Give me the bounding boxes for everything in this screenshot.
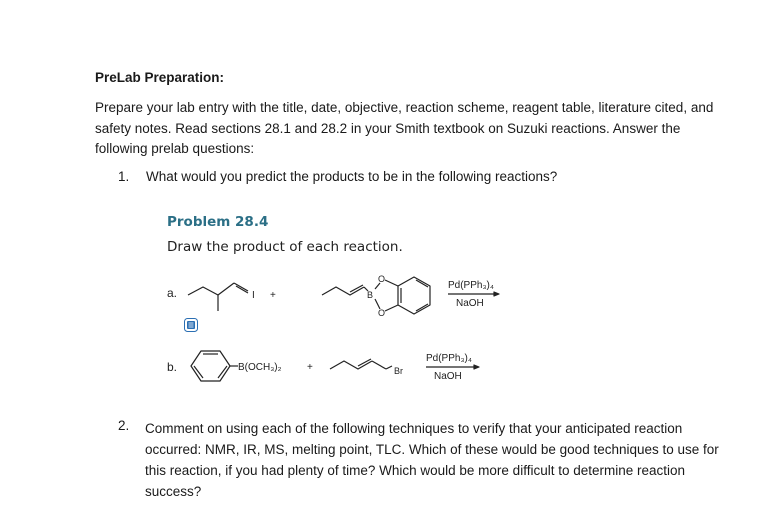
reaction-b-arrow (426, 365, 479, 369)
boron-atom: B (367, 290, 374, 300)
section-heading: PreLab Preparation: (95, 70, 225, 85)
problem-title: Problem 28.4 (167, 214, 269, 230)
question-1-text: What would you predict the products to be in the following reactions? (146, 169, 558, 184)
reaction-b-base: NaOH (434, 371, 462, 382)
reaction-a-plus: + (270, 290, 276, 301)
note-icon[interactable] (184, 318, 198, 332)
reaction-b-plus: + (307, 362, 313, 373)
question-2-text: Comment on using each of the following techniques to verify that your anticipated reaction occurred: NMR, IR, MS, melting point, TLC. Which of these would be good techniques to use for this reaction, if you had plenty of time? Which would be more difficult to determine reaction success? (145, 421, 719, 499)
reaction-b-catalyst: Pd(PPh₃)₄ (426, 353, 472, 364)
reaction-a-vinyl-iodide (188, 283, 248, 311)
reaction-a-catalyst: Pd(PPh₃)₄ (448, 280, 494, 291)
intro-paragraph: Prepare your lab entry with the title, date, objective, reaction scheme, reagent table, literature cited, and safety notes. Read sections 28.1 and 28.2 in your Smith textbook on Suzuki reactions. Answer the following prelab questions: (95, 100, 714, 156)
iodine-atom: I (252, 290, 255, 301)
reaction-b-vinyl-bromide (330, 359, 392, 369)
question-1-number: 1. (118, 169, 130, 184)
oxygen-atom-top: O (378, 274, 386, 284)
reaction-b-benzene-ring (191, 351, 238, 381)
reaction-a-label: a. (167, 286, 178, 300)
reaction-a-base: NaOH (456, 298, 484, 309)
boronate-group: B(OCH₃)₂ (238, 362, 282, 373)
bromine-atom: Br (394, 366, 403, 376)
reaction-a-alkenyl-boronate (322, 277, 430, 314)
problem-instruction: Draw the product of each reaction. (167, 239, 403, 255)
reaction-a-arrow (448, 292, 499, 296)
oxygen-atom-bottom: O (378, 308, 386, 318)
reaction-b-label: b. (167, 360, 178, 374)
question-2-number: 2. (118, 418, 130, 433)
